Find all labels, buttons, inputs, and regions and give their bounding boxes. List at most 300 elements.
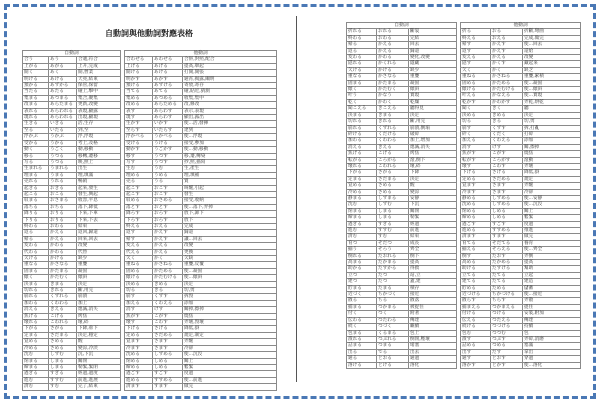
- table-cell: 移,遷,傳染: [183, 153, 277, 159]
- table-cell: 出現,顯現: [77, 115, 121, 121]
- table-cell: すすめる: [153, 377, 183, 383]
- table-cell: 育つ: [347, 240, 377, 246]
- table-cell: 收集,集中: [183, 95, 277, 101]
- table-cell: 回去: [409, 42, 457, 48]
- table-cell: 成長: [409, 240, 457, 246]
- table-cell: 下降: [409, 170, 457, 176]
- table-cell: 進める: [125, 377, 153, 383]
- table-cell: 使...回去: [523, 42, 581, 48]
- table-cell: 至る: [23, 127, 49, 133]
- table-cell: 接受,收納: [183, 198, 277, 204]
- table-cell: 決定: [77, 281, 121, 287]
- table-cell: 潰れる: [347, 336, 377, 342]
- table-cell: 經過,過度: [77, 371, 121, 377]
- table-cell: 抄,照,描寫: [183, 159, 277, 165]
- table-cell: 帰す: [461, 42, 491, 48]
- table-cell: そだてる: [491, 240, 523, 246]
- table-cell: 重ねる: [461, 74, 491, 80]
- table-cell: かたむく: [377, 87, 409, 93]
- table-cell: 隠れる: [347, 61, 377, 67]
- table-cell: 弄散: [523, 298, 581, 304]
- table-cell: たてる: [491, 279, 523, 285]
- table-cell: 映,照上: [77, 159, 121, 165]
- table-cell: 使...傾斜: [523, 87, 581, 93]
- table-cell: 合併,對照,配合: [183, 57, 277, 63]
- table-cell: 預かる: [23, 83, 49, 89]
- table-cell: 落とす: [125, 204, 153, 210]
- table-cell: 育てる: [461, 240, 491, 246]
- table-cell: 揃う: [347, 247, 377, 253]
- table-cell: かえる: [153, 243, 183, 249]
- table-cell: うまる: [49, 172, 77, 178]
- table-cell: うける: [153, 140, 183, 146]
- table-cell: 還給: [523, 48, 581, 54]
- table-cell: 助ける: [461, 266, 491, 272]
- table-cell: つかまえる: [491, 304, 523, 310]
- table-cell: そろえる: [491, 247, 523, 253]
- table-cell: かさねる: [153, 262, 183, 268]
- table-cell: 欠く: [461, 67, 491, 73]
- table-cell: 埋める: [125, 172, 153, 178]
- table-cell: 帰す: [125, 236, 153, 242]
- table-cell: 移す: [125, 153, 153, 159]
- table-cell: 決定: [409, 112, 457, 118]
- table-cell: くだく: [491, 131, 523, 137]
- table-cell: つたえる: [491, 317, 523, 323]
- table-cell: 収まる: [23, 198, 49, 204]
- table-cell: あてる: [153, 89, 183, 95]
- table-cell: 動く: [23, 147, 49, 153]
- table-cell: 收容,平息: [77, 198, 121, 204]
- table-cell: 關閉: [77, 358, 121, 364]
- table-cell: 返す: [461, 48, 491, 54]
- table-cell: 做完: [523, 234, 581, 240]
- header-transitive: 他動詞: [461, 23, 581, 29]
- table-cell: 切る: [125, 288, 153, 294]
- table-cell: 傾斜: [409, 87, 457, 93]
- table-cell: くわわる: [49, 300, 77, 306]
- table-cell: 放下,卸下: [183, 211, 277, 217]
- table-cell: 生まれる: [23, 166, 49, 172]
- table-cell: 加える: [125, 300, 153, 306]
- table-cell: たてる: [491, 272, 523, 278]
- table-cell: きめる: [153, 281, 183, 287]
- table-cell: たおす: [491, 253, 523, 259]
- table-cell: くずす: [491, 125, 523, 131]
- table-cell: 切れる: [23, 288, 49, 294]
- table-cell: 受ける: [125, 140, 153, 146]
- table-cell: 締める: [461, 215, 491, 221]
- table-cell: かく: [491, 67, 523, 73]
- table-cell: かえす: [153, 236, 183, 242]
- table-cell: くずれる: [49, 294, 77, 300]
- table-cell: 變涼: [409, 189, 457, 195]
- table-cell: 高まる: [347, 260, 377, 266]
- table-cell: おりる: [49, 211, 77, 217]
- table-cell: あたる: [49, 89, 77, 95]
- table-cell: 塞滿: [523, 343, 581, 349]
- table-cell: 冷ます: [125, 345, 153, 351]
- table-cell: 倒れる: [347, 253, 377, 259]
- table-cell: 滾,倒下: [409, 157, 457, 163]
- table-cell: 拿出: [523, 349, 581, 355]
- table-cell: すごす: [153, 371, 183, 377]
- table-cell: いかす: [153, 121, 183, 127]
- table-cell: かくす: [491, 61, 523, 67]
- table-cell: さげる: [153, 326, 183, 332]
- table-cell: 改,修改: [183, 102, 277, 108]
- table-cell: かなえる: [491, 93, 523, 99]
- table-cell: 傾く: [347, 87, 377, 93]
- table-cell: 前進: [409, 228, 457, 234]
- table-cell: 進む: [347, 228, 377, 234]
- table-cell: 冷卻: [183, 345, 277, 351]
- table-cell: 隱藏: [409, 61, 457, 67]
- table-cell: 使...動,移動: [183, 147, 277, 153]
- table-cell: 固まる: [347, 80, 377, 86]
- table-cell: さだめる: [153, 332, 183, 338]
- table-cell: さめる: [377, 183, 409, 189]
- table-cell: 付く: [347, 311, 377, 317]
- table-cell: くわえる: [153, 300, 183, 306]
- table-cell: 烤焦: [409, 151, 457, 157]
- table-cell: 弄醒: [183, 339, 277, 345]
- table-cell: すごす: [491, 221, 523, 227]
- table-cell: かわる: [377, 55, 409, 61]
- table-cell: おちる: [49, 204, 77, 210]
- table-cell: おさめる: [153, 198, 183, 204]
- table-cell: 烤焦: [77, 313, 121, 319]
- table-cell: 消える: [23, 307, 49, 313]
- table-cell: 変わる: [23, 243, 49, 249]
- table-cell: 通過: [409, 356, 457, 362]
- table-cell: 表示,表現: [183, 108, 277, 114]
- table-cell: 起こす: [125, 191, 153, 197]
- table-cell: 固める: [125, 268, 153, 274]
- table-cell: こわす: [153, 320, 183, 326]
- table-cell: 現す: [125, 115, 153, 121]
- table-cell: ころがる: [377, 157, 409, 163]
- table-cell: 倒す: [461, 253, 491, 259]
- table-cell: 覚める: [23, 339, 49, 345]
- table-cell: 決める: [125, 281, 153, 287]
- table-cell: うごかす: [153, 147, 183, 153]
- table-cell: 發生,興起: [77, 191, 121, 197]
- table-cell: 埋まる: [23, 172, 49, 178]
- table-cell: あらたまる: [49, 102, 77, 108]
- table-cell: 繫緊: [523, 215, 581, 221]
- table-cell: 収める: [125, 198, 153, 204]
- table-row: [23, 384, 277, 390]
- table-cell: 醒: [77, 339, 121, 345]
- table-cell: 通宵,揭露,闡明: [183, 76, 277, 82]
- table-cell: 定まる: [347, 176, 377, 182]
- table-cell: こわす: [491, 163, 523, 169]
- table-cell: さだめる: [491, 176, 523, 182]
- table-cell: 使...接近: [523, 292, 581, 298]
- table-cell: うめる: [153, 172, 183, 178]
- table-cell: 欠缺: [183, 256, 277, 262]
- table-cell: かえす: [153, 230, 183, 236]
- table-cell: 定まる: [23, 332, 49, 338]
- table-cell: おる: [491, 29, 523, 35]
- table-cell: 放下: [183, 217, 277, 223]
- table-cell: 繼續: [409, 324, 457, 330]
- table-cell: 使...沉沒: [523, 202, 581, 208]
- table-cell: おえる: [491, 35, 523, 41]
- table-cell: かわる: [49, 249, 77, 255]
- table-cell: 降低,掛: [523, 170, 581, 176]
- table-cell: 切れる: [347, 119, 377, 125]
- table-cell: 変わる: [347, 55, 377, 61]
- table-cell: 売る: [125, 179, 153, 185]
- table-cell: 度過: [523, 221, 581, 227]
- table-cell: 覚ます: [461, 183, 491, 189]
- table-cell: 砕く: [461, 131, 491, 137]
- table-cell: 完了,結束: [77, 384, 121, 390]
- table-cell: つまる: [377, 343, 409, 349]
- table-cell: 傾ける: [125, 275, 153, 281]
- table-cell: 終わる: [347, 35, 377, 41]
- table-cell: 過ぎる: [347, 221, 377, 227]
- table-cell: 変える: [125, 243, 153, 249]
- table-cell: 伝える: [461, 317, 491, 323]
- table-cell: きめる: [491, 112, 523, 118]
- table-cell: 過ごす: [125, 371, 153, 377]
- table-cell: おりる: [49, 217, 77, 223]
- table-cell: でる: [377, 349, 409, 355]
- table-cell: 下來,下去: [77, 217, 121, 223]
- table-cell: 叫醒,引起: [183, 185, 277, 191]
- table-cell: さます: [153, 345, 183, 351]
- table-cell: かわる: [49, 243, 77, 249]
- table-cell: きまる: [377, 112, 409, 118]
- table-cell: かためる: [491, 80, 523, 86]
- table-cell: あける: [49, 76, 77, 82]
- table-cell: さめる: [49, 345, 77, 351]
- table-cell: 完結: [409, 35, 457, 41]
- table-cell: 代替: [77, 249, 121, 255]
- table-cell: 代わる: [23, 249, 49, 255]
- table-cell: かえる: [377, 42, 409, 48]
- table-cell: 壊れる: [23, 320, 49, 326]
- table-cell: うかる: [49, 140, 77, 146]
- table-cell: おろす: [153, 217, 183, 223]
- table-cell: 改める: [125, 102, 153, 108]
- table-cell: 熄滅,消失: [409, 144, 457, 150]
- table-cell: きこえる: [377, 106, 409, 112]
- table-cell: 売れる: [23, 179, 49, 185]
- table-cell: 關上: [523, 208, 581, 214]
- table-cell: あく: [49, 70, 77, 76]
- table-cell: くずれる: [377, 125, 409, 131]
- table-cell: 包まる: [347, 330, 377, 336]
- table-cell: しずめる: [153, 352, 183, 358]
- table-cell: 燒焦: [183, 313, 277, 319]
- table-cell: 變化,改變: [409, 55, 457, 61]
- table-cell: たつ: [377, 272, 409, 278]
- table-cell: 改變: [183, 243, 277, 249]
- table-cell: 使...浮現: [183, 134, 277, 140]
- table-cell: 規定,制定: [183, 332, 277, 338]
- table-cell: おこす: [153, 185, 183, 191]
- table-cell: 保管,保留: [77, 83, 121, 89]
- table-cell: つける: [491, 311, 523, 317]
- table-cell: 生きる: [23, 121, 49, 127]
- table-cell: 焦げる: [347, 151, 377, 157]
- table-cell: 起こす: [125, 185, 153, 191]
- table-cell: 崩す: [125, 294, 153, 300]
- table-cell: 出る: [347, 349, 377, 355]
- table-cell: きえる: [49, 307, 77, 313]
- table-cell: 加わる: [347, 138, 377, 144]
- table-right: [346, 22, 581, 369]
- table-body-right: [347, 29, 581, 369]
- table-cell: 建てる: [461, 279, 491, 285]
- table-cell: 帰る: [347, 42, 377, 48]
- table-cell: 使...安靜: [523, 195, 581, 201]
- table-cell: おこす: [153, 191, 183, 197]
- table-cell: しずめる: [491, 195, 523, 201]
- table-cell: 凝固: [77, 268, 121, 274]
- table-cell: 回來,回去: [77, 236, 121, 242]
- table-cell: 折る: [461, 29, 491, 35]
- table-cell: 捕まえる: [461, 304, 491, 310]
- table-cell: こわれる: [49, 320, 77, 326]
- table-cell: 建つ: [347, 279, 377, 285]
- table-cell: こわれる: [377, 163, 409, 169]
- table-cell: おこる: [49, 191, 77, 197]
- table-cell: 添加: [523, 138, 581, 144]
- table-cell: 斷,用完: [409, 119, 457, 125]
- table-cell: だす: [491, 349, 523, 355]
- table-cell: 焦げる: [23, 313, 49, 319]
- table-cell: 移る: [23, 153, 49, 159]
- table-cell: かくれる: [377, 61, 409, 67]
- table-cell: 包む: [461, 330, 491, 336]
- table-cell: 包: [523, 330, 581, 336]
- table-cell: 決定: [523, 112, 581, 118]
- table-cell: たかめる: [491, 260, 523, 266]
- table-cell: 溶ける: [347, 362, 377, 368]
- table-cell: 打開,開張: [183, 70, 277, 76]
- table-cell: しずむ: [49, 352, 77, 358]
- table-cell: さめる: [49, 339, 77, 345]
- table-cell: 使...實現: [523, 93, 581, 99]
- table-cell: すすめる: [491, 228, 523, 234]
- table-cell: 通る: [347, 356, 377, 362]
- table-cell: すむ: [377, 234, 409, 240]
- table-cell: 聽得見: [409, 106, 457, 112]
- table-cell: 伝わる: [347, 317, 377, 323]
- table-cell: たおれる: [377, 253, 409, 259]
- table-cell: 締まる: [347, 215, 377, 221]
- table-cell: 賣: [183, 179, 277, 185]
- table-cell: 散落: [409, 298, 457, 304]
- table-cell: 堵塞: [409, 343, 457, 349]
- table-cell: 折れる: [347, 29, 377, 35]
- table-cell: 弄壞,毀壞: [183, 320, 277, 326]
- table-cell: 關閉: [409, 208, 457, 214]
- table-cell: 弄碎,消磨: [523, 336, 581, 342]
- table-cell: かさなる: [49, 262, 77, 268]
- table-cell: 崩潰: [77, 294, 121, 300]
- table-cell: 壞,碎: [77, 320, 121, 326]
- table-cell: 決まる: [347, 112, 377, 118]
- table-cell: 済ます: [461, 234, 491, 240]
- table-cell: あける: [153, 70, 183, 76]
- table-cell: さます: [153, 339, 183, 345]
- table-cell: 変える: [461, 55, 491, 61]
- table-cell: 考上,及格: [77, 140, 121, 146]
- table-cell: 拆毀: [183, 294, 277, 300]
- table-cell: くだける: [377, 131, 409, 137]
- table-cell: 静める: [461, 195, 491, 201]
- table-cell: 生,產生: [183, 166, 277, 172]
- table-cell: 埋,填滿: [77, 172, 121, 178]
- table-cell: 落下,降低: [77, 204, 121, 210]
- table-cell: あずかる: [49, 83, 77, 89]
- table-cell: 醒: [409, 183, 457, 189]
- table-cell: 閉まる: [347, 208, 377, 214]
- table-cell: 浮かべる: [125, 134, 153, 140]
- table-cell: 發生: [183, 191, 277, 197]
- table-cell: 合わせる: [125, 57, 153, 63]
- table-cell: 經過: [409, 221, 457, 227]
- table-cell: 捉住: [523, 304, 581, 310]
- table-cell: 藏起來: [523, 61, 581, 67]
- table-cell: 養育: [523, 240, 581, 246]
- header-intransitive: 自動詞: [347, 23, 457, 29]
- table-cell: 代える: [125, 249, 153, 255]
- table-cell: 關掉,擦掉: [183, 307, 277, 313]
- table-cell: 起きる: [23, 185, 49, 191]
- table-cell: かたまる: [377, 80, 409, 86]
- table-cell: うむ: [153, 166, 183, 172]
- table-cell: 覚める: [347, 183, 377, 189]
- table-cell: しずめる: [491, 202, 523, 208]
- table-cell: 寄放,寄存: [183, 83, 277, 89]
- table-cell: 結束: [409, 234, 457, 240]
- table-cell: すすむ: [377, 228, 409, 234]
- table-cell: 出生: [77, 166, 121, 172]
- table-cell: 切る: [461, 119, 491, 125]
- table-cell: 完成,做完: [523, 35, 581, 41]
- table-cell: すぎる: [49, 371, 77, 377]
- table-cell: さがる: [377, 170, 409, 176]
- table-cell: 加わる: [23, 300, 49, 306]
- table-cell: くわえる: [491, 138, 523, 144]
- table-cell: うれる: [49, 179, 77, 185]
- table-cell: 消す: [125, 307, 153, 313]
- table-cell: 返回,歸還: [77, 230, 121, 236]
- table-cell: おろす: [153, 211, 183, 217]
- table-cell: 集合,聚集: [77, 95, 121, 101]
- table-cell: かわかす: [491, 99, 523, 105]
- table-cell: 重疊: [77, 262, 121, 268]
- table-cell: 貯める: [461, 285, 491, 291]
- table-cell: ちかづく: [377, 292, 409, 298]
- table-cell: 落ちる: [23, 204, 49, 210]
- table-cell: 變涼,冷淡: [77, 345, 121, 351]
- table-cell: 使...齊全: [523, 247, 581, 253]
- table-cell: 關上: [183, 358, 277, 364]
- table-cell: 詰まる: [347, 343, 377, 349]
- table-cell: 缺少: [77, 256, 121, 262]
- table-cell: 改まる: [23, 102, 49, 108]
- table-cell: しまる: [49, 358, 77, 364]
- table-cell: 転がす: [461, 157, 491, 163]
